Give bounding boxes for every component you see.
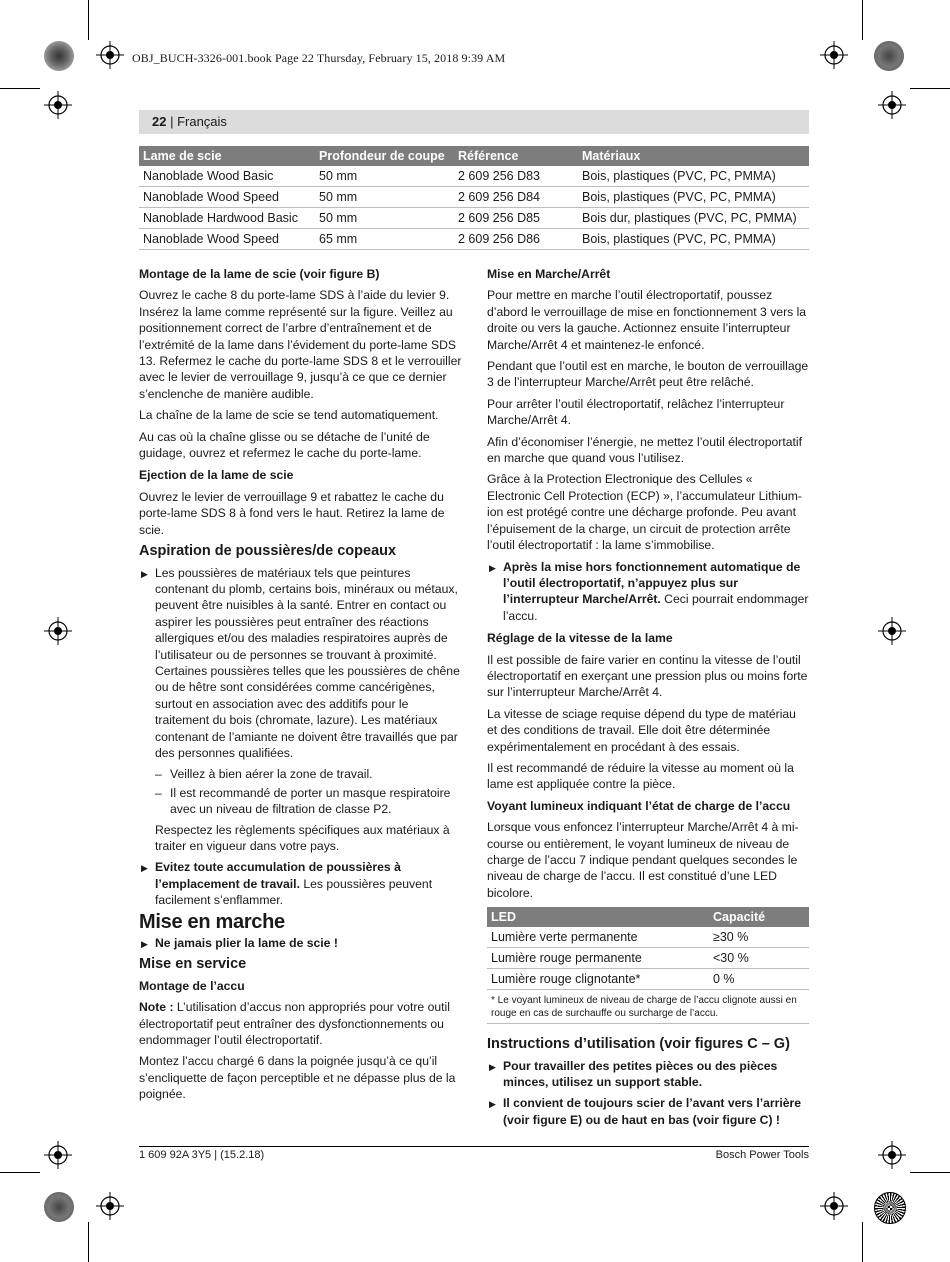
table-cell: Bois dur, plastiques (PVC, PC, PMMA)	[578, 208, 809, 229]
table-cell: 50 mm	[315, 166, 454, 187]
registration-mark-icon	[96, 41, 124, 69]
table-header-cell: Matériaux	[578, 146, 809, 166]
color-target-icon	[44, 1192, 74, 1222]
paragraph: Il est recommandé de réduire la vitesse au moment où la lame est appliquée contre la pièce.	[487, 760, 794, 792]
table-row	[487, 927, 809, 948]
dash-item: – Veillez à bien aérer la zone de travail.	[155, 767, 373, 782]
registration-mark-icon	[878, 617, 906, 645]
page-header	[152, 114, 227, 129]
page-number: 22	[152, 114, 167, 129]
table-row	[139, 229, 809, 250]
paragraph: Pour arrêter l’outil électroportatif, relâchez l’interrupteur Marche/Arrêt 4.	[487, 396, 785, 428]
table-header-cell: LED	[487, 907, 709, 927]
paragraph: Grâce à la Protection Electronique des Cellules « Electronic Cell Protection (ECP) », l’accumulateur Lithium-ion est protégé contre une décharge profonde. Peu avant l’épuisement de la charge, un circuit de protection arrête l’outil électroportatif : la lame s’immobilise.	[487, 472, 802, 553]
footer-left: 1 609 92A 3Y5 | (15.2.18)	[139, 1149, 265, 1161]
registration-mark-icon	[44, 617, 72, 645]
section-heading: Réglage de la vitesse de la lame	[487, 631, 673, 646]
bullet-bold-text: Pour travailler des petites pièces ou des pièces minces, utilisez un support stable.	[503, 1058, 778, 1090]
color-target-icon	[874, 1192, 906, 1224]
paragraph: Certaines poussières telles que les poussières de chêne ou de hêtre sont considérées comme cancérigènes, surtout en association avec des additifs pour le traitement du bois (chromate, lazure). Les matériaux contenant de l’amiante ne doivent être travaillés que par des personnes qualifiées.	[155, 663, 460, 760]
header-separator: |	[166, 114, 178, 129]
table-header-cell: Profondeur de coupe	[315, 146, 454, 166]
paragraph: Montez l’accu chargé 6 dans la poignée jusqu’à ce qu’il s’encliquette de façon perceptible et ne dépasse plus de la poignée.	[139, 1054, 456, 1102]
bullet-text: Ceci pourrait endommager l’accu.	[503, 592, 809, 623]
section-heading: Aspiration de poussières/de copeaux	[139, 543, 397, 560]
table-cell: Nanoblade Wood Speed	[139, 187, 315, 208]
dash-text: Veillez à bien aérer la zone de travail.	[170, 767, 373, 782]
table-row	[139, 166, 809, 187]
paragraph: Lorsque vous enfoncez l’interrupteur Marche/Arrêt 4 à mi-course ou entièrement, le voyant lumineux de niveau de charge de l’accu 7 indique pendant quelques secondes le niveau de charge de l’accu. Il est constitué d’une LED bicolore.	[487, 820, 799, 900]
color-target-icon	[44, 41, 74, 71]
warning-bullet	[139, 935, 462, 951]
left-column	[139, 266, 462, 1108]
section-heading: Ejection de la lame de scie	[139, 468, 294, 483]
footer-rule	[139, 1146, 809, 1147]
note-text: L’utilisation d’accus non appropriés pour votre outil électroportatif peut entraîner des dysfonctionnements ou endommager l’outil électroportatif.	[139, 1000, 450, 1048]
bullet-text: Les poussières de matériaux tels que peintures contenant du plomb, certains bois, minéraux ou métaux, peuvent être nuisibles à la santé. Entrer en contact ou aspirer les poussières peut entraîner des réactions allergiques et/ou des maladies respiratoires auprès de l’utilisateur ou de personnes se trouvant à proximité.	[155, 565, 458, 662]
registration-mark-icon	[878, 1141, 906, 1169]
paragraph: Il est possible de faire varier en continu la vitesse de l’outil électroportatif en exerçant une pression plus ou moins forte sur l’interrupteur Marche/Arrêt 4.	[487, 652, 808, 700]
section-heading: Mise en Marche/Arrêt	[487, 267, 611, 281]
table-cell: Lumière rouge permanente	[487, 948, 709, 969]
registration-mark-icon	[44, 1141, 72, 1169]
paragraph: Afin d’économiser l’énergie, ne mettez l’outil électroportatif en marche que quand vous l’utilisez.	[487, 434, 803, 466]
paragraph: Respectez les règlements spécifiques aux matériaux à traiter en vigueur dans votre pays.	[155, 822, 450, 853]
led-table	[487, 907, 809, 990]
bullet-bold-text: Il convient de toujours scier de l’avant vers l’arrière (voir figure E) ou de haut en bas (voir figure C) !	[503, 1096, 802, 1127]
crop-mark	[0, 1172, 40, 1173]
triangle-bullet-icon: ▶	[489, 1099, 496, 1110]
warning-bullet	[487, 1095, 809, 1128]
warning-bullet	[487, 559, 809, 625]
section-heading: Montage de la lame de scie (voir figure B)	[139, 267, 380, 281]
registration-mark-icon	[820, 41, 848, 69]
chapter-heading: Mise en marche	[139, 910, 285, 933]
paragraph: Ouvrez le levier de verrouillage 9 et rabattez le cache du porte-lame SDS 8 à fond vers le haut. Retirez la lame de scie.	[139, 489, 445, 537]
registration-mark-icon	[820, 1192, 848, 1220]
section-heading: Montage de l’accu	[139, 978, 245, 993]
triangle-bullet-icon: ▶	[141, 939, 148, 950]
warning-bullet	[139, 565, 462, 663]
bullet-bold-text: Evitez toute accumulation de poussières à l’emplacement de travail.	[155, 860, 401, 891]
crop-mark	[910, 1172, 950, 1173]
table-cell: 2 609 256 D86	[454, 229, 578, 250]
table-cell: Bois, plastiques (PVC, PC, PMMA)	[578, 229, 809, 250]
table-cell: 2 609 256 D85	[454, 208, 578, 229]
paragraph: La chaîne de la lame de scie se tend automatiquement.	[139, 408, 439, 423]
table-cell: 50 mm	[315, 208, 454, 229]
crop-mark	[0, 88, 40, 89]
table-cell: ≥30 %	[709, 927, 809, 948]
table-header-cell: Référence	[454, 146, 578, 166]
triangle-bullet-icon: ▶	[141, 568, 148, 579]
table-cell: 2 609 256 D84	[454, 187, 578, 208]
blade-table	[139, 146, 809, 250]
section-heading: Instructions d’utilisation (voir figures C – G)	[487, 1036, 790, 1053]
table-row	[139, 187, 809, 208]
paragraph	[139, 999, 462, 1048]
bullet-bold-text: Ne jamais plier la lame de scie !	[155, 936, 338, 951]
table-footnote: * Le voyant lumineux de niveau de charge de l’accu clignote aussi en rouge en cas de surchauffe ou surcharge de l’accu.	[487, 990, 809, 1024]
crop-mark	[88, 1222, 89, 1262]
table-cell: 65 mm	[315, 229, 454, 250]
page-header-bar	[139, 110, 809, 134]
triangle-bullet-icon: ▶	[489, 562, 496, 573]
registration-mark-icon	[96, 1192, 124, 1220]
table-header-row	[139, 146, 809, 166]
paragraph: Au cas où la chaîne glisse ou se détache de l’unité de guidage, ouvrez et refermez le cache du porte-lame.	[139, 429, 430, 461]
paragraph: Pendant que l’outil est en marche, le bouton de verrouillage 3 de l’interrupteur Marche/Arrêt peut être relâché.	[487, 359, 809, 390]
dash-item: – Il est recommandé de porter un masque respiratoire avec un niveau de filtration de classe P2.	[155, 785, 451, 817]
paragraph: Ouvrez le cache 8 du porte-lame SDS à l’aide du levier 9. Insérez la lame comme représenté sur la figure. Veillez au positionnement correct de l’arbre d’entraînement et de l’extrémité de la lame dans l’évidement du porte-lame SDS 13. Refermez le cache du porte-lame SDS 8 et le verrouiller avec le levier de verrouillage 9, jusqu’à ce que ce dernier s’enclenche de manière audible.	[139, 288, 462, 401]
section-heading: Voyant lumineux indiquant l’état de charge de l’accu	[487, 798, 791, 813]
table-cell: Lumière verte permanente	[487, 927, 709, 948]
registration-mark-icon	[878, 91, 906, 119]
table-row	[487, 948, 809, 969]
paragraph: Pour mettre en marche l’outil électroportatif, poussez d’abord le verrouillage de mise en fonctionnement 3 vers la droite ou vers la gauche. Actionnez ensuite l’interrupteur Marche/Arrêt 4 et maintenez-le enfoncé.	[487, 288, 807, 352]
footer-right: Bosch Power Tools	[715, 1149, 809, 1161]
table-header-cell: Capacité	[709, 907, 809, 927]
table-cell: 50 mm	[315, 187, 454, 208]
crop-mark	[862, 0, 863, 40]
bullet-bold-text: Après la mise hors fonctionnement automatique de l’outil électroportatif, n’appuyez plus sur l’interrupteur Marche/Arrêt.	[503, 559, 801, 607]
dash-text: Il est recommandé de porter un masque respiratoire avec un niveau de filtration de classe P2.	[170, 785, 451, 817]
table-header-row	[487, 907, 809, 927]
table-row	[139, 208, 809, 229]
table-header-cell: Lame de scie	[139, 146, 315, 166]
header-language: Français	[177, 114, 227, 129]
paragraph: La vitesse de sciage requise dépend du type de matériau et des conditions de travail. Elle doit être déterminée expérimentalement en procédant à des essais.	[487, 706, 796, 754]
bullet-text: Les poussières peuvent facilement s’enflammer.	[155, 876, 433, 908]
table-cell: Bois, plastiques (PVC, PC, PMMA)	[578, 187, 809, 208]
section-heading: Mise en service	[139, 956, 247, 973]
table-cell: Lumière rouge clignotante*	[487, 969, 709, 990]
warning-bullet	[487, 1058, 809, 1091]
warning-bullet	[139, 859, 462, 908]
note-label: Note :	[139, 1000, 174, 1015]
table-cell: Nanoblade Wood Basic	[139, 166, 315, 187]
table-cell: 2 609 256 D83	[454, 166, 578, 187]
table-cell: 0 %	[709, 969, 809, 990]
crop-mark	[862, 1222, 863, 1262]
registration-mark-icon	[44, 91, 72, 119]
triangle-bullet-icon: ▶	[489, 1061, 496, 1072]
book-file-header: OBJ_BUCH-3326-001.book Page 22 Thursday, February 15, 2018 9:39 AM	[132, 51, 506, 65]
crop-mark	[88, 0, 89, 40]
color-target-icon	[874, 41, 904, 71]
table-cell: Nanoblade Hardwood Basic	[139, 208, 315, 229]
table-cell: Nanoblade Wood Speed	[139, 229, 315, 250]
table-row	[487, 969, 809, 990]
right-column	[487, 266, 809, 1133]
table-cell: <30 %	[709, 948, 809, 969]
crop-mark	[910, 88, 950, 89]
table-cell: Bois, plastiques (PVC, PC, PMMA)	[578, 166, 809, 187]
triangle-bullet-icon: ▶	[141, 863, 148, 874]
